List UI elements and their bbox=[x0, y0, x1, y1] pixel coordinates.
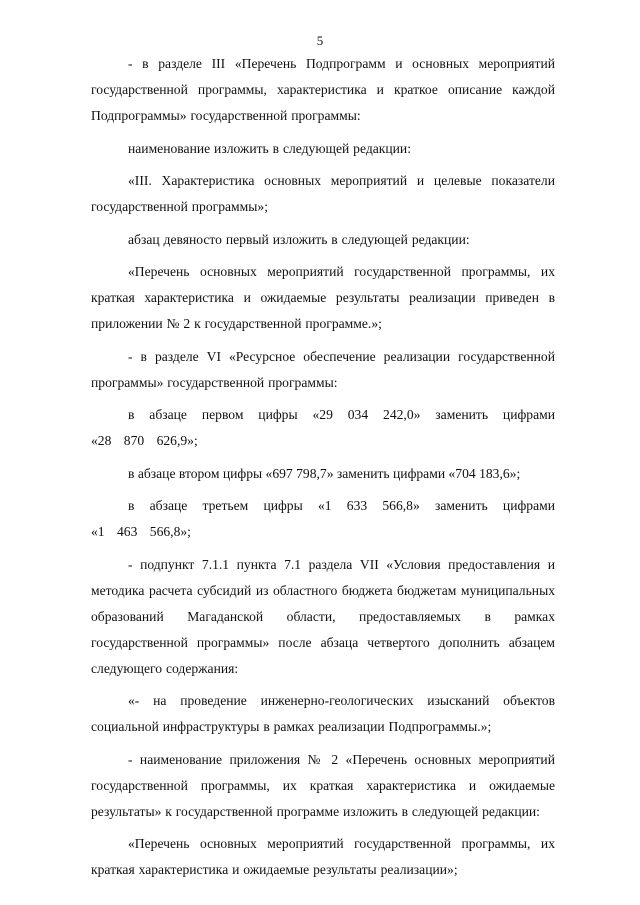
paragraph-ninety-first-instruction: абзац девяносто первый изложить в следующей редакции: bbox=[128, 231, 470, 247]
page-number: 5 bbox=[316, 33, 324, 48]
paragraph-new-ninety-first: «Перечень основных мероприятий государственной программы, их краткая характеристика и ожидаемые результаты реализации приведен в приложении № 2 к государственной программе.»; bbox=[91, 264, 555, 331]
paragraph-appendix-2-title-amendment: - наименование приложения № 2 «Перечень основных мероприятий государственной программы, их краткая характеристика и ожидаемые результаты» к государственной программе изложить в следующей редакции: bbox=[91, 751, 555, 819]
paragraph-second-figures: в абзаце втором цифры «697 798,7» заменить цифрами «704 183,6»; bbox=[128, 465, 521, 481]
paragraph-new-subsidy-item: «- на проведение инженерно-геологических изысканий объектов социальной инфраструктуры в рамках реализации Подпрограммы.»; bbox=[91, 693, 555, 734]
paragraph-subsection-7-1-1: - подпункт 7.1.1 пункта 7.1 раздела VII «Условия предоставления и методика расчета субсидий из областного бюджета бюджетам муниципальных образований Магаданской области, предоставляемых в рамках государственной программы» после абзаца четвертого дополнить абзацем следующего содержания: bbox=[91, 556, 555, 676]
paragraph-section-iii-amendment: - в разделе III «Перечень Подпрограмм и основных мероприятий государственной программы, характеристика и краткое описание каждой Подпрограммы» государственной программы: bbox=[91, 56, 555, 123]
paragraph-third-figures: в абзаце третьем цифры «1 633 566,8» заменить цифрами «1 463 566,8»; bbox=[91, 498, 555, 539]
paragraph-section-vi-amendment: - в разделе VI «Ресурсное обеспечение реализации государственной программы» государственной программы: bbox=[91, 348, 555, 390]
paragraph-first-figures: в абзаце первом цифры «29 034 242,0» заменить цифрами «28 870 626,9»; bbox=[91, 407, 555, 448]
paragraph-title-instruction: наименование изложить в следующей редакции: bbox=[128, 140, 411, 156]
paragraph-new-title-iii: «III. Характеристика основных мероприятий и целевые показатели государственной программы»; bbox=[91, 173, 555, 214]
document-body bbox=[91, 51, 555, 890]
paragraph-new-appendix-2-title: «Перечень основных мероприятий государственной программы, их краткая характеристика и ожидаемые результаты реализации»; bbox=[91, 836, 555, 877]
